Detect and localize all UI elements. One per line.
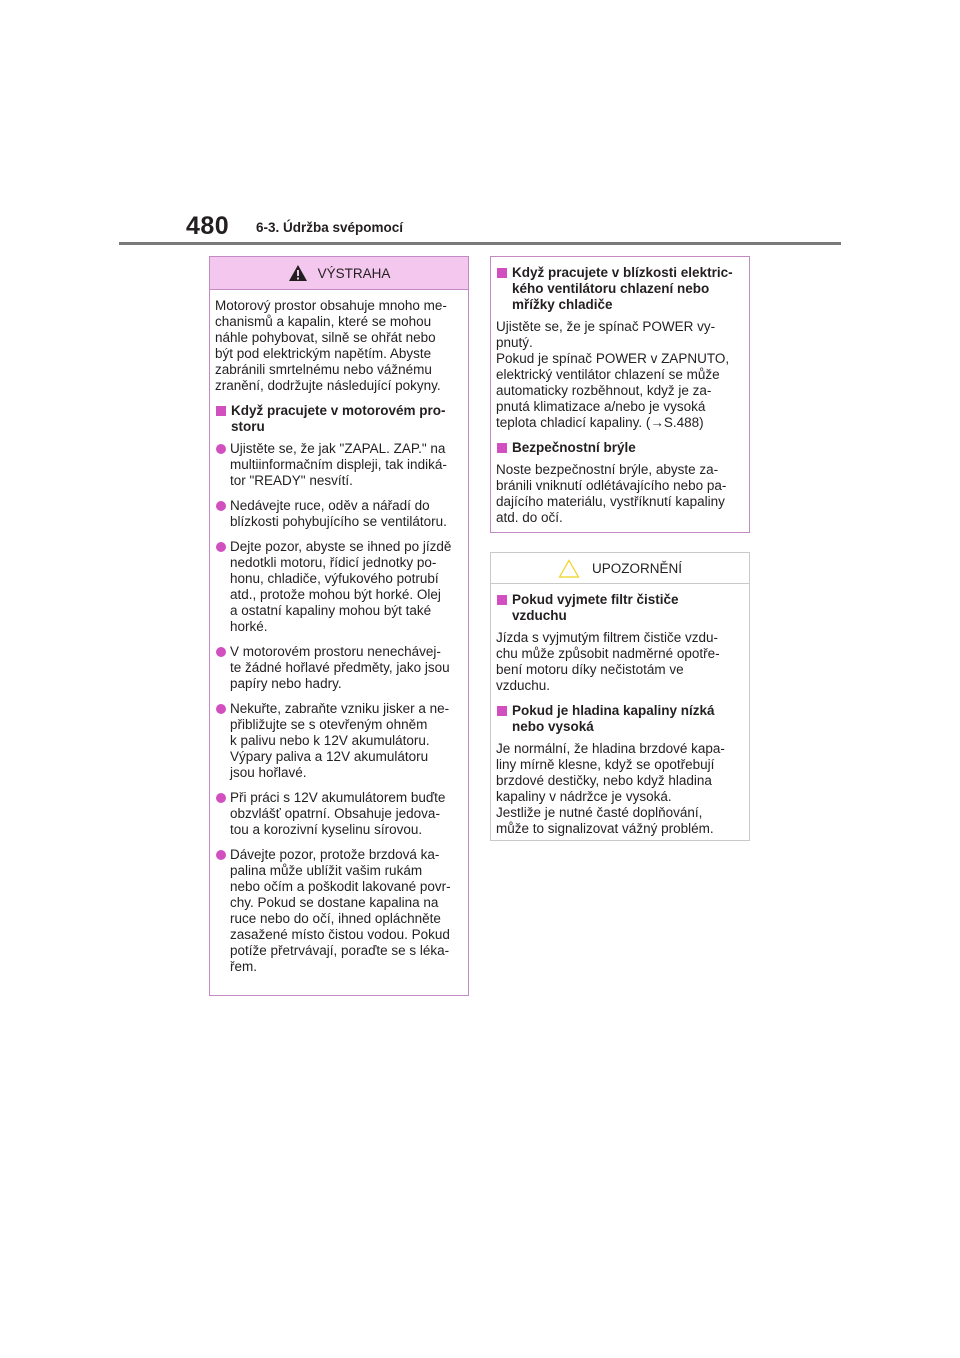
warning-bullet-text: Při práci s 12V akumulátorem buďte obzvlášť opatrní. Obsahuje jedova- tou a korozivní kyselinu sírovou. [230,790,446,837]
warning-bullet-text: V motorovém prostoru nenechávej- te žádné hořlavé předměty, jako jsou papíry nebo hadry. [230,644,450,691]
section-heading [496,440,744,456]
section-heading [496,265,744,313]
warning-header [210,257,468,290]
warning-bullet-text: Nekuřte, zabraňte vzniku jisker a ne- přibližujte se s otevřeným ohněm k palivu nebo k 12V akumulátoru. Výpary paliva a 12V akumulátoru jsou hořlavé. [230,701,450,780]
section-text: Noste bezpečnostní brýle, abyste za- bránili vniknutí odlétávajícího nebo pa- dajícího materiálu, vystříknutí kapaliny atd. do očí. [496,462,727,525]
square-bullet-icon [497,268,507,278]
round-bullet-icon [216,444,226,454]
warning-continued-body [491,257,749,526]
page-number: 480 [186,212,230,240]
warning-bullet-text: Dávejte pozor, protože brzdová ka- palina může ublížit vašim rukám nebo očím a poškodit lakované povr- chy. Pokud se dostane kapalina na ruce nebo do očí, ihned opláchněte zasažené místo čistou vodou. Pokud potíže přetrvávají, poraďte se s léka- řem. [230,847,451,974]
warning-bullet-text: Ujistěte se, že jak "ZAPAL. ZAP." na multiinformačním displeji, tak indiká- tor "READY" nesvítí. [230,441,447,488]
section-heading-text: Bezpečnostní brýle [512,440,636,455]
square-bullet-icon [497,595,507,605]
warning-bullet [215,498,463,530]
caution-icon [558,559,580,578]
warning-bullet [215,539,463,635]
section-text: Je normální, že hladina brzdové kapa- liny mírně klesne, když se opotřebují brzdové destičky, nebo když hladina kapaliny v nádržce je vysoká. Jestliže je nutné časté doplňování, může to signalizovat vážný problém. [496,741,725,836]
square-bullet-icon [497,706,507,716]
warning-bullet-text: Dejte pozor, abyste se ihned po jízdě nedotkli motoru, řídicí jednotky po- honu, chladiče, výfukového potrubí atd., protože mohou být horké. Olej a ostatní kapaliny mohou být také horké. [230,539,452,634]
notice-box [490,552,750,841]
square-bullet-icon [497,443,507,453]
warning-bullet [215,790,463,838]
warning-bullet-text: Nedávejte ruce, oděv a nářadí do blízkosti pohybujícího se ventilátoru. [230,498,447,529]
notice-body [491,584,749,837]
section-heading-text: Pokud je hladina kapaliny nízká nebo vysoká [512,703,715,734]
warning-continued-box [490,256,750,533]
warning-intro: Motorový prostor obsahuje mnoho me- chanismů a kapalin, které se mohou náhle pohybovat, silně se ohřát nebo být pod elektrickým napětím. Abyste zabránili smrtelnému nebo vážnému zranění, dodržujte následující pokyny. [215,298,447,393]
page-header [0,0,960,250]
warning-bullet [215,847,463,975]
section-title: 6-3. Údržba svépomocí [256,220,404,235]
round-bullet-icon [216,647,226,657]
section-text: Ujistěte se, že je spínač POWER vy- pnutý. Pokud je spínač POWER v ZAPNUTO, elektrický ventilátor chlazení se může automaticky rozběhnout, když je za- pnutá klimatizace a/nebo je vysoká teplota chladicí kapaliny. (→S.488) [496,319,730,430]
section-text: Jízda s vyjmutým filtrem čističe vzdu- chu může způsobit nadměrné opotře- bení motoru díky nečistotám ve vzduchu. [496,630,720,693]
round-bullet-icon [216,850,226,860]
warning-bullet [215,644,463,692]
header-divider [119,242,841,245]
section-heading-text: Pokud vyjmete filtr čističe vzduchu [512,592,679,623]
warning-subheading [215,403,463,435]
round-bullet-icon [216,542,226,552]
section-heading [496,592,744,624]
warning-bullet [215,441,463,489]
square-bullet-icon [216,406,226,416]
round-bullet-icon [216,793,226,803]
warning-bullet [215,701,463,781]
warning-box [209,256,469,996]
warning-title: VÝSTRAHA [317,265,391,281]
notice-title: UPOZORNĚNÍ [591,560,682,576]
section-heading-text: Když pracujete v blízkosti elektric- kého ventilátoru chlazení nebo mřížky chladiče [512,265,733,312]
notice-header [491,553,749,584]
round-bullet-icon [216,704,226,714]
warning-icon [288,264,308,282]
warning-subheading-text: Když pracujete v motorovém pro- storu [231,403,446,434]
round-bullet-icon [216,501,226,511]
section-heading [496,703,744,735]
warning-body [210,290,468,975]
